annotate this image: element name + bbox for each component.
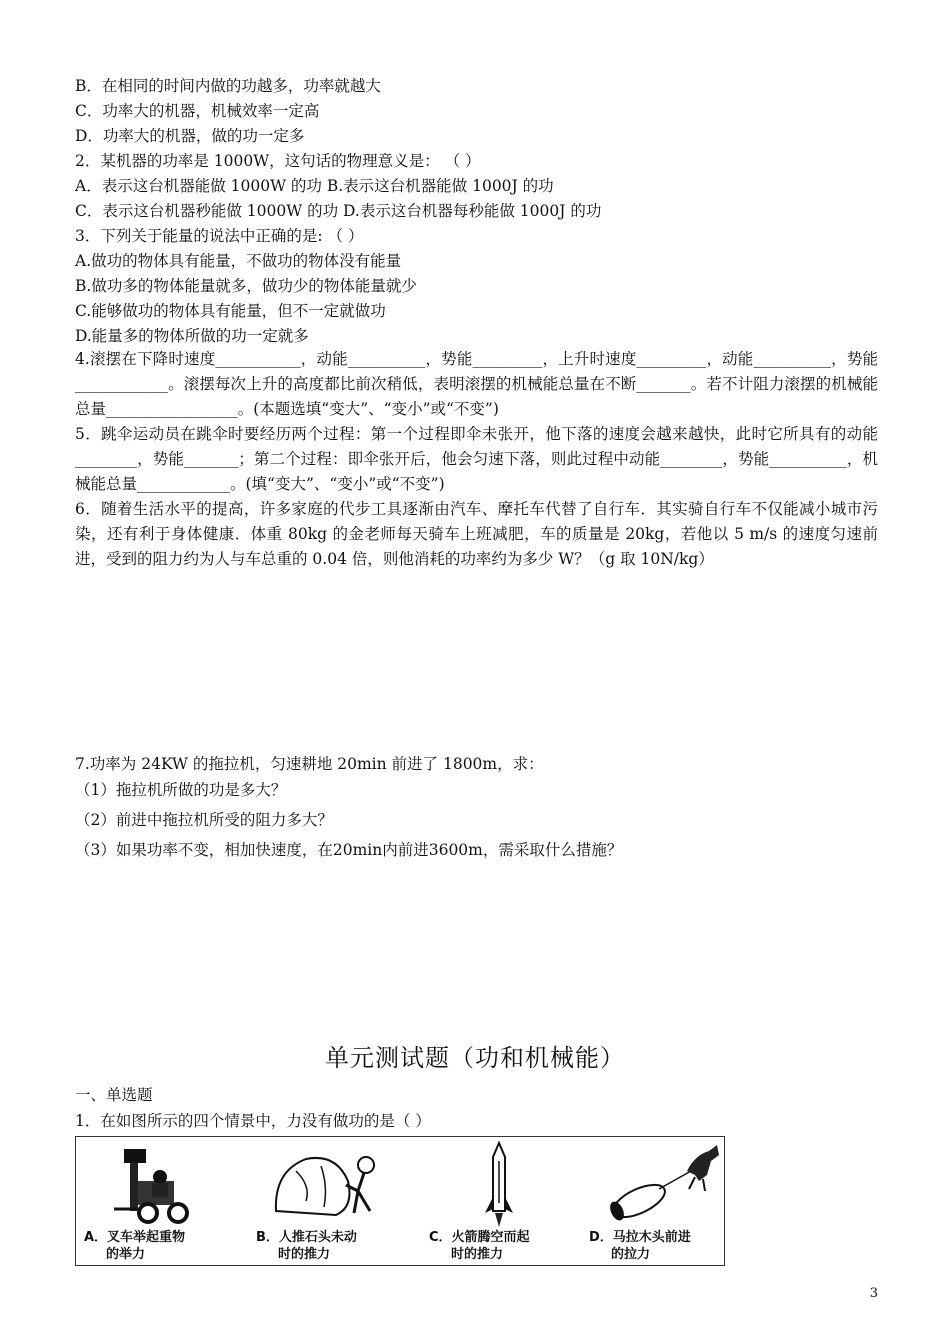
- question-6: 6．随着生活水平的提高，许多家庭的代步工具逐渐由汽车、摩托车代替了自行车．其实骑自行车不仅能减小城市污染，还有利于身体健康．体重 80kg 的金老师每天骑车上班减肥，车的质量是 20kg，若他以 5 m/s 的速度匀速前进，受到的阻力约为人与车总重的 0.04 倍，则他消耗的功率约为多少 W？（g 取 10N/kg）: [75, 500, 878, 568]
- question-3: 3．下列关于能量的说法中正确的是: （ ）: [75, 227, 364, 245]
- scenario-figure: [75, 1136, 725, 1266]
- caption-d-line-2: 的拉力: [611, 1247, 651, 1262]
- option-b-line: B．在相同的时间内做的功越多，功率就越大: [75, 77, 381, 95]
- caption-d-line-1: D．马拉木头前进: [589, 1230, 691, 1245]
- question-2-options-ab: A．表示这台机器能做 1000W 的功 B.表示这台机器能做 1000J 的功: [75, 177, 554, 195]
- caption-b: [256, 1229, 406, 1263]
- caption-b-line-2: 时的推力: [278, 1247, 331, 1262]
- question-5: 5．跳伞运动员在跳伞时要经历两个过程：第一个过程即伞未张开，他下落的速度会越来越快，此时它所具有的动能 ________，势能_______；第二个过程：即伞张开后，他会匀速下落，则此过程中动能________，势能__________，机械能总量____________。(填“变大”、“变小”或“不变”): [75, 425, 878, 493]
- question-7-part-1: （1）拖拉机所做的功是多大？: [75, 781, 287, 799]
- horse-log-illustration: [599, 1141, 729, 1229]
- question-3-option-c: C.能够做功的物体具有能量，但不一定就做功: [75, 302, 386, 320]
- question-2: 2．某机器的功率是 1000W，这句话的物理意义是： （ ）: [75, 152, 481, 170]
- caption-a: [84, 1229, 234, 1263]
- caption-d: [589, 1229, 739, 1263]
- question-3-option-b: B.做功多的物体能量就多，做功少的物体能量就少: [75, 277, 417, 295]
- question-7: 7.功率为 24KW 的拖拉机，匀速耕地 20min 前进了 1800m，求：: [75, 755, 544, 773]
- page-number: 3: [869, 1286, 878, 1301]
- panel-horse-log: [581, 1137, 741, 1265]
- question-2-options-cd: C．表示这台机器秒能做 1000W 的功 D.表示这台机器每秒能做 1000J 的功: [75, 202, 602, 220]
- question-7-part-2: （2）前进中拖拉机所受的阻力多大？: [75, 811, 333, 829]
- caption-c: [429, 1229, 579, 1263]
- test-question-1: 1．在如图所示的四个情景中，力没有做功的是（ ）: [75, 1112, 431, 1130]
- caption-c-line-1: C．火箭腾空而起: [429, 1230, 530, 1245]
- section-label: 一、单选题: [75, 1086, 153, 1104]
- question-7-part-3: （3）如果功率不变，相加快速度，在20min内前进3600m，需采取什么措施？: [75, 841, 623, 859]
- caption-a-line-2: 的举力: [106, 1247, 146, 1262]
- question-3-option-a: A.做功的物体具有能量，不做功的物体没有能量: [75, 252, 402, 270]
- forklift-illustration: [94, 1141, 214, 1229]
- question-3-option-d: D.能量多的物体所做的功一定就多: [75, 327, 309, 345]
- caption-c-line-2: 时的推力: [451, 1247, 504, 1262]
- option-c-line: C．功率大的机器，机械效率一定高: [75, 102, 320, 120]
- caption-b-line-1: B．人推石头未动: [256, 1230, 357, 1245]
- push-rock-illustration: [266, 1141, 396, 1229]
- option-d-line: D．功率大的机器，做的功一定多: [75, 127, 305, 145]
- caption-a-line-1: A．叉车举起重物: [84, 1230, 186, 1245]
- panel-push-rock: [248, 1137, 408, 1265]
- question-4: 4.滚摆在下降时速度___________，动能__________，势能_________，上升时速度_________，动能__________，势能____________。滚摆每次上升的高度都比前次稍低，表明滚摆的机械能总量在不断_______。若不计阻力滚摆的机械能总量_________________。(本题选填“变大”、“变小”或“不变”): [75, 350, 878, 418]
- unit-test-title: 单元测试题（功和机械能）: [325, 1044, 625, 1072]
- panel-forklift: [76, 1137, 236, 1265]
- rocket-illustration: [439, 1141, 539, 1229]
- panel-rocket: [421, 1137, 581, 1265]
